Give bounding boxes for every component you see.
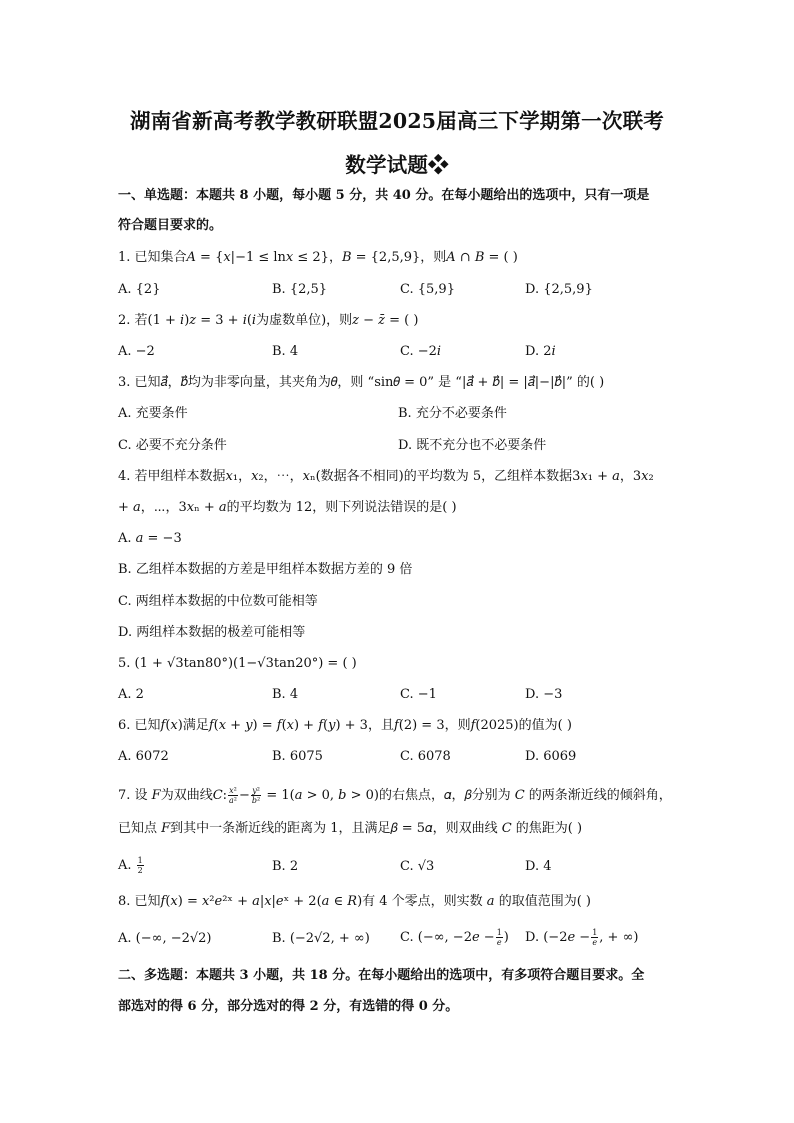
q2-stem: 2. 若(1 + 𝑖)𝑧 = 3 + 𝑖(𝑖为虚数单位)，则𝑧 − 𝑧̄ = ( ) [118, 313, 419, 328]
q1-stem: 1. 已知集合𝐴 = {𝑥|−1 ≤ ln𝑥 ≤ 2}，𝐵 = {2,5,9}，则𝐴 ∩ 𝐵 = ( ) [118, 250, 518, 265]
q7-option-a [118, 856, 145, 875]
q7-option-d: D. 4 [525, 859, 552, 874]
q2-option-b: B. 4 [272, 344, 299, 359]
q2-option-a: A. −2 [118, 344, 155, 359]
q4-option-a: A. 𝑎 = −3 [118, 531, 182, 546]
q1-option-d: D. {2,5,9} [525, 282, 593, 297]
q5-stem: 5. (1 + √3tan80°)(1−√3tan20°) = ( ) [118, 656, 357, 671]
q3-option-b: B. 充分不必要条件 [398, 406, 507, 421]
q8-option-d-fraction [591, 928, 598, 947]
q7-fraction-x [228, 786, 238, 805]
q7-stem-prefix: 7. 设 𝐹为双曲线𝐶: [118, 788, 228, 803]
q8-option-d-denominator: 𝑒 [592, 938, 598, 947]
q7-stem-suffix: = 1(𝑎 > 0, 𝑏 > 0)的右焦点，𝛼，𝛽分别为 𝐶 的两条渐近线的倾斜角， [262, 788, 672, 803]
q7-fraction-y-numerator: 𝑦² [252, 786, 260, 795]
q5-option-b: B. 4 [272, 687, 299, 702]
exam-title: 湖南省新高考教学教研联盟2025届高三下学期第一次联考 [130, 109, 664, 133]
q8-option-c-denominator: 𝑒 [496, 938, 502, 947]
q4-stem-line1: 4. 若甲组样本数据𝑥₁，𝑥₂，⋯，𝑥ₙ(数据各不相同)的平均数为 5，乙组样本数据3𝑥₁ + 𝑎，3𝑥₂ [118, 469, 654, 484]
q8-option-d-numerator: 1 [592, 928, 598, 937]
q1-option-b: B. {2,5} [272, 282, 328, 297]
q1-option-c: C. {5,9} [400, 282, 455, 297]
q6-option-a: A. 6072 [118, 749, 169, 764]
q8-option-c-numerator: 1 [496, 928, 502, 937]
section1-heading-line2: 符合题目要求的。 [118, 218, 223, 233]
q6-stem: 6. 已知𝑓(𝑥)满足𝑓(𝑥 + 𝑦) = 𝑓(𝑥) + 𝑓(𝑦) + 3，且𝑓(2) = 3，则𝑓(2025)的值为( ) [118, 718, 572, 733]
q7-minus: − [239, 788, 250, 803]
q8-option-c-prefix: C. (−∞, −2𝑒 − [400, 930, 495, 945]
q8-option-c-suffix: ) [503, 930, 509, 945]
q4-option-c: C. 两组样本数据的中位数可能相等 [118, 594, 318, 609]
q4-option-b: B. 乙组样本数据的方差是甲组样本数据方差的 9 倍 [118, 562, 413, 577]
q3-stem: 3. 已知𝑎⃗，𝑏⃗均为非零向量，其夹角为𝜃，则 “sin𝜃 = 0” 是 “|𝑎⃗ + 𝑏⃗| = |𝑎⃗|−|𝑏⃗|” 的( ) [118, 375, 605, 390]
q8-option-d [525, 928, 638, 947]
q7-option-b: B. 2 [272, 859, 299, 874]
q8-option-a: A. (−∞, −2√2) [118, 931, 212, 946]
q8-option-d-suffix: , + ∞) [599, 930, 639, 945]
q6-option-b: B. 6075 [272, 749, 323, 764]
q7-option-a-label: A. [118, 858, 136, 873]
q7-fraction-x-denominator: 𝑎² [229, 796, 237, 805]
q7-stem-line2: 已知点 𝐹到其中一条渐近线的距离为 1，且满足𝛽 = 5𝛼，则双曲线 𝐶 的焦距为( ) [118, 821, 583, 836]
q7-option-a-numerator: 1 [137, 856, 143, 865]
q7-stem-line1 [118, 786, 672, 805]
section1-heading-line1: 一、单选题：本题共 8 小题，每小题 5 分，共 40 分。在每小题给出的选项中，只有一项是 [118, 188, 650, 203]
q7-fraction-x-numerator: 𝑥² [229, 786, 237, 795]
q7-fraction-y-denominator: 𝑏² [251, 796, 261, 805]
q8-option-c-fraction [496, 928, 503, 947]
q3-option-a: A. 充要条件 [118, 406, 188, 421]
q4-stem-line2: + 𝑎，⋯，3𝑥ₙ + 𝑎的平均数为 12，则下列说法错误的是( ) [118, 500, 457, 515]
q4-option-d: D. 两组样本数据的极差可能相等 [118, 625, 306, 640]
q5-option-c: C. −1 [400, 687, 437, 702]
q6-option-c: C. 6078 [400, 749, 451, 764]
section2-heading-line2: 部选对的得 6 分，部分选对的得 2 分，有选错的得 0 分。 [118, 999, 459, 1014]
q7-fraction-y [251, 786, 261, 805]
q7-option-a-denominator: 2 [137, 866, 143, 875]
q3-option-c: C. 必要不充分条件 [118, 438, 227, 453]
q8-option-d-prefix: D. (−2𝑒 − [525, 930, 591, 945]
section2-heading-line1: 二、多选题：本题共 3 小题，共 18 分。在每小题给出的选项中，有多项符合题目要求。全 [118, 968, 645, 983]
q5-option-d: D. −3 [525, 687, 563, 702]
q8-stem: 8. 已知𝑓(𝑥) = 𝑥²𝑒²ˣ + 𝑎|𝑥|𝑒ˣ + 2(𝑎 ∈ 𝑅)有 4 个零点，则实数 𝑎 的取值范围为( ) [118, 894, 591, 909]
q7-option-a-fraction [137, 856, 144, 875]
q1-option-a: A. {2} [118, 282, 161, 297]
q2-option-c: C. −2𝑖 [400, 344, 442, 359]
q7-option-c: C. √3 [400, 859, 435, 874]
q2-option-d: D. 2𝑖 [525, 344, 556, 359]
q8-option-c [400, 928, 509, 947]
q6-option-d: D. 6069 [525, 749, 577, 764]
q8-option-b: B. (−2√2, + ∞) [272, 931, 370, 946]
exam-subtitle: 数学试题❖ [345, 153, 449, 177]
q5-option-a: A. 2 [118, 687, 144, 702]
q3-option-d: D. 既不充分也不必要条件 [398, 438, 547, 453]
